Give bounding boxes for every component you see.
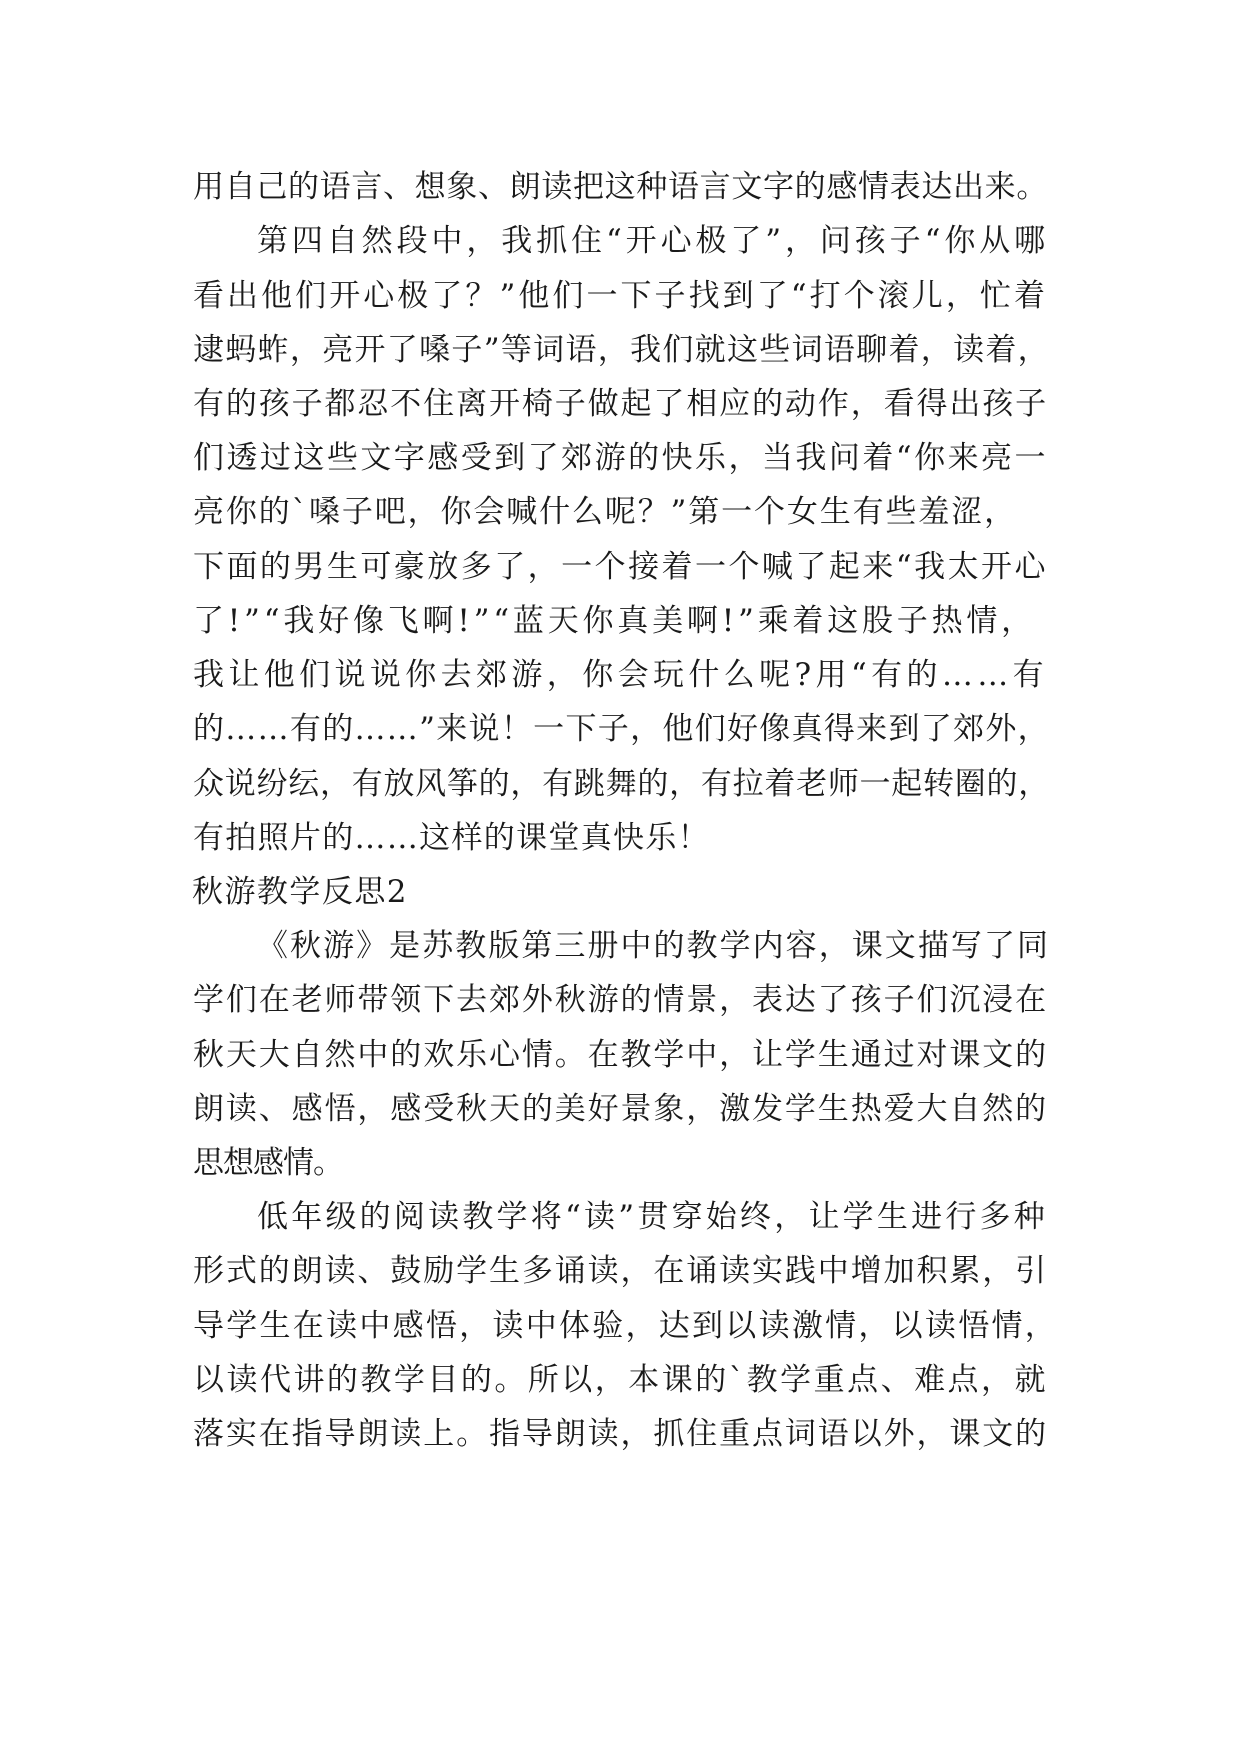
line-text: 思想感情。 bbox=[193, 1145, 343, 1181]
line-text: 了!”“我好像飞啊!”“蓝天你真美啊!”乘着这股子热情， bbox=[193, 603, 1036, 639]
line-text: 用自己的语言、想象、朗读把这种语言文字的感情表达出来。 bbox=[193, 169, 1048, 205]
line-text: 亮你的`嗓子吧，你会喊什么呢？”第一个女生有些羞涩， bbox=[193, 494, 1017, 530]
section-title-text: 秋游教学反思2 bbox=[192, 874, 408, 910]
line-text: 们透过这些文字感受到了郊游的快乐，当我问着“你来亮一 bbox=[193, 440, 1048, 476]
text-line bbox=[0, 211, 1241, 271]
line-text: 逮蚂蚱，亮开了嗓子”等词语，我们就这些词语聊着，读着， bbox=[193, 332, 1050, 368]
line-text: 形式的朗读、鼓励学生多诵读，在诵读实践中增加积累，引 bbox=[193, 1253, 1048, 1289]
text-line bbox=[0, 537, 1241, 597]
text-line bbox=[0, 645, 1241, 705]
text-line bbox=[0, 970, 1241, 1030]
line-text: 低年级的阅读教学将“读”贯穿始终，让学生进行多种 bbox=[257, 1199, 1048, 1235]
line-text: 有的孩子都忍不住离开椅子做起了相应的动作，看得出孩子 bbox=[193, 386, 1048, 422]
line-text: 落实在指导朗读上。指导朗读，抓住重点词语以外，课文的 bbox=[193, 1416, 1048, 1452]
line-text: 《秋游》是苏教版第三册中的教学内容，课文描写了同 bbox=[257, 928, 1050, 964]
text-line bbox=[0, 1241, 1241, 1301]
line-text: 下面的男生可豪放多了，一个接着一个喊了起来“我太开心 bbox=[193, 549, 1048, 585]
section-title bbox=[0, 862, 1241, 922]
text-line bbox=[0, 1025, 1241, 1085]
text-line bbox=[0, 1404, 1241, 1464]
line-text: 朗读、感悟，感受秋天的美好景象，激发学生热爱大自然的 bbox=[193, 1091, 1048, 1127]
line-text: 以读代讲的教学目的。所以，本课的`教学重点、难点，就 bbox=[193, 1362, 1048, 1398]
text-line bbox=[0, 808, 1241, 868]
text-line bbox=[0, 1079, 1241, 1139]
text-line bbox=[0, 1296, 1241, 1356]
line-text: 我让他们说说你去郊游，你会玩什么呢?用“有的……有 bbox=[193, 657, 1048, 693]
text-line bbox=[0, 1133, 1241, 1193]
line-text: 众说纷纭，有放风筝的，有跳舞的，有拉着老师一起转圈的， bbox=[193, 766, 1050, 802]
text-line bbox=[0, 157, 1241, 217]
text-line bbox=[0, 266, 1241, 326]
text-line bbox=[0, 754, 1241, 814]
line-text: 导学生在读中感悟，读中体验，达到以读激情，以读悟情， bbox=[193, 1308, 1058, 1344]
line-text: 秋天大自然中的欢乐心情。在教学中，让学生通过对课文的 bbox=[193, 1037, 1048, 1073]
text-line bbox=[0, 1187, 1241, 1247]
line-text: 学们在老师带领下去郊外秋游的情景，表达了孩子们沉浸在 bbox=[193, 982, 1048, 1018]
text-line bbox=[0, 374, 1241, 434]
text-line bbox=[0, 699, 1241, 759]
line-text: 看出他们开心极了？”他们一下子找到了“打个滚儿，忙着 bbox=[193, 278, 1048, 314]
text-line bbox=[0, 916, 1241, 976]
text-line bbox=[0, 591, 1241, 651]
text-line bbox=[0, 320, 1241, 380]
text-line bbox=[0, 428, 1241, 488]
line-text: 的……有的……”来说！一下子，他们好像真得来到了郊外， bbox=[193, 711, 1050, 747]
text-line bbox=[0, 1350, 1241, 1410]
text-line bbox=[0, 482, 1241, 542]
line-text: 有拍照片的……这样的课堂真快乐！ bbox=[193, 820, 710, 856]
line-text: 第四自然段中，我抓住“开心极了”，问孩子“你从哪 bbox=[257, 223, 1049, 259]
